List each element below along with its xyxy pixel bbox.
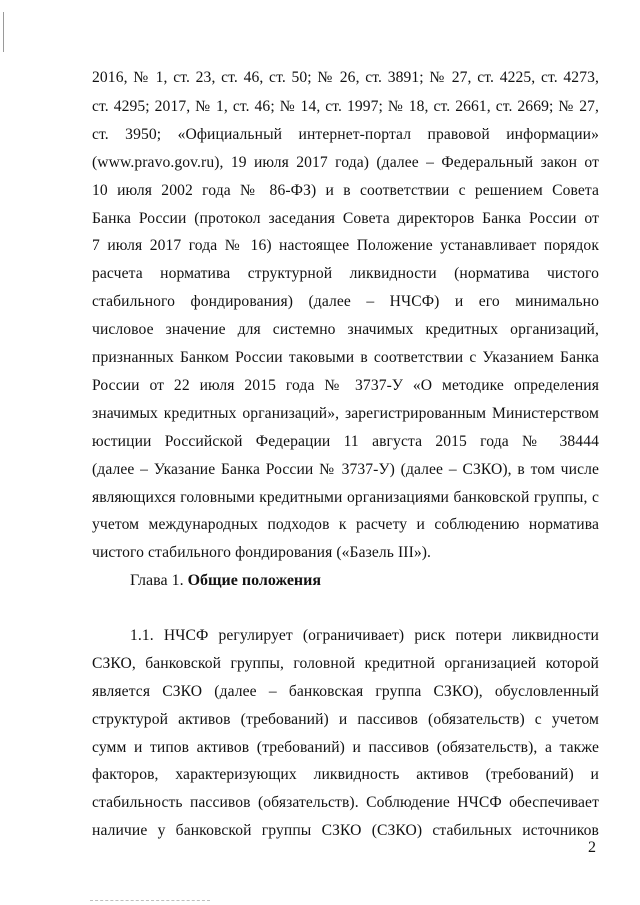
intro-line-18: чистого стабильного фондирования («Базель III»).: [92, 544, 432, 561]
intro-line-17: учетом международных подходов к расчету и соблюдению норматива: [92, 516, 599, 533]
chapter-title: Общие положения: [187, 572, 322, 589]
intro-line-9: стабильного фондирования) (далее – НЧСФ) и его минимально: [92, 293, 599, 310]
section-line-3: является СЗКО (далее – банковская группа СЗКО), обусловленный: [92, 683, 599, 700]
section-line-2: СЗКО, банковской группы, головной кредитной организацией которой: [92, 655, 599, 672]
scan-margin-mark: [3, 12, 4, 52]
intro-line-4: (www.pravo.gov.ru), 19 июля 2017 года) (далее – Федеральный закон от: [92, 154, 599, 171]
intro-line-3: ст. 3950; «Официальный интернет-портал правовой информации»: [92, 126, 599, 143]
intro-line-13: значимых кредитных организаций», зарегистрированным Министерством: [92, 405, 599, 422]
section-line-6: факторов, характеризующих ликвидность активов (требований) и: [92, 766, 599, 783]
section-line-8: наличие у банковской группы СЗКО (СЗКО) стабильных источников: [92, 822, 599, 839]
intro-line-7: 7 июля 2017 года № 16) настоящее Положение устанавливает порядок: [92, 237, 599, 254]
section-line-5: сумм и типов активов (требований) и пассивов (обязательств), а также: [92, 739, 599, 756]
intro-line-5: 10 июля 2002 года № 86-ФЗ) и в соответствии с решением Совета: [92, 182, 599, 199]
intro-line-1: 2016, № 1, ст. 23, ст. 46, ст. 50; № 26, ст. 3891; № 27, ст. 4225, ст. 4273,: [92, 69, 599, 86]
section-line-4: структурой активов (требований) и пассивов (обязательств) с учетом: [92, 711, 599, 728]
intro-line-6: Банка России (протокол заседания Совета директоров Банка России от: [92, 210, 599, 227]
intro-line-15: (далее – Указание Банка России № 3737-У) (далее – СЗКО), в том числе: [92, 461, 599, 478]
scan-bottom-edge: [90, 900, 210, 902]
intro-line-16: являющихся головными кредитными организациями банковской группы, с: [92, 489, 599, 506]
intro-line-14: юстиции Российской Федерации 11 августа 2015 года № 38444: [92, 433, 599, 450]
chapter-prefix: Глава 1.: [130, 572, 184, 589]
intro-line-10: числовое значение для системно значимых кредитных организаций,: [92, 321, 599, 338]
page-number: 2: [588, 839, 596, 856]
intro-line-12: России от 22 июля 2015 года № 3737-У «О методике определения: [92, 377, 599, 394]
intro-line-8: расчета норматива структурной ликвидности (норматива чистого: [92, 265, 599, 282]
intro-line-11: признанных Банком России таковыми в соответствии с Указанием Банка: [92, 349, 599, 366]
section-line-1: 1.1. НЧСФ регулирует (ограничивает) риск потери ликвидности: [130, 627, 599, 644]
section-line-7: стабильность пассивов (обязательств). Соблюдение НЧСФ обеспечивает: [92, 794, 599, 811]
chapter-heading: [130, 571, 321, 591]
intro-line-2: ст. 4295; 2017, № 1, ст. 46; № 14, ст. 1997; № 18, ст. 2661, ст. 2669; № 27,: [92, 98, 599, 115]
